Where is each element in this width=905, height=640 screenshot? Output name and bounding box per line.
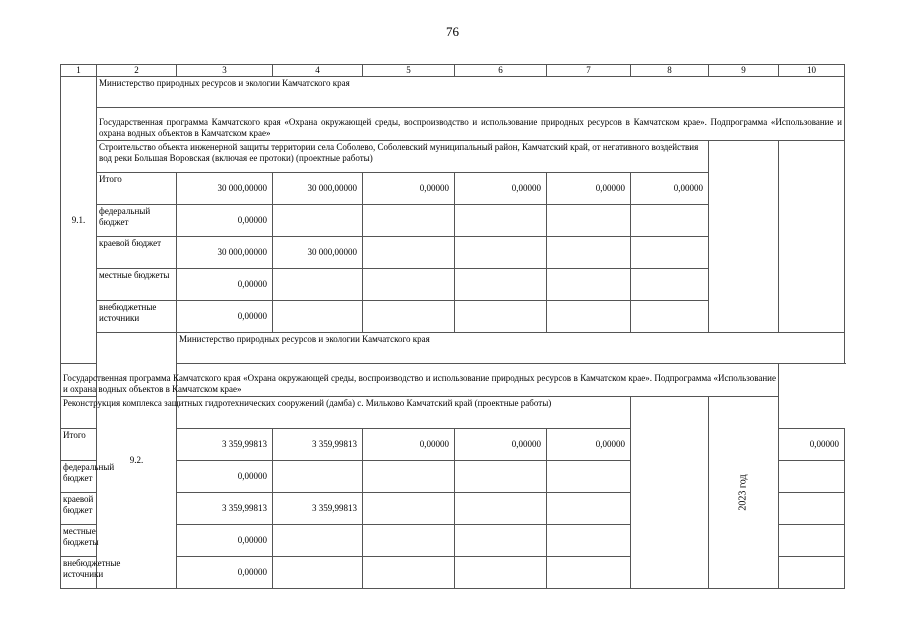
amount-cell	[455, 269, 547, 301]
amount-cell	[363, 301, 455, 333]
amount-cell	[547, 237, 631, 269]
financing-source-label: внебюджетные источники	[97, 301, 177, 333]
amount-cell	[273, 269, 363, 301]
amount-cell: 0,00000	[363, 173, 455, 205]
amount-cell	[455, 493, 547, 525]
amount-cell: 0,00000	[547, 173, 631, 205]
amount-cell	[779, 493, 845, 525]
amount-cell: 0,00000	[177, 461, 273, 493]
amount-cell	[363, 461, 455, 493]
amount-cell: 0,00000	[177, 557, 273, 589]
amount-cell	[455, 301, 547, 333]
amount-cell	[631, 237, 709, 269]
amount-cell	[455, 525, 547, 557]
amount-cell	[363, 525, 455, 557]
page-number: 76	[446, 24, 459, 39]
amount-cell	[363, 557, 455, 589]
organization-row	[61, 77, 845, 108]
amount-cell: 0,00000	[177, 205, 273, 237]
year-cell	[709, 397, 779, 589]
organization-name: Министерство природных ресурсов и экологии Камчатского края	[97, 77, 845, 108]
amount-cell: 0,00000	[177, 301, 273, 333]
column-9-cell	[709, 141, 779, 333]
amount-cell: 3 359,99813	[273, 493, 363, 525]
column-number: 4	[273, 65, 363, 77]
column-number: 10	[779, 65, 845, 77]
financing-source-label: местные бюджеты	[97, 269, 177, 301]
program-name: Государственная программа Камчатского края «Охрана окружающей среды, воспроизводство и использование природных ресурсов в Камчатском крае». Подпрограмма «Использование и охрана водных объектов в Камчатском крае»	[97, 108, 845, 141]
amount-cell	[631, 301, 709, 333]
amount-cell: 0,00000	[455, 429, 547, 461]
object-row	[61, 141, 845, 173]
column-number: 2	[97, 65, 177, 77]
amount-cell	[363, 205, 455, 237]
amount-cell: 0,00000	[547, 429, 631, 461]
amount-cell: 30 000,00000	[273, 173, 363, 205]
column-number: 6	[455, 65, 547, 77]
amount-cell	[273, 301, 363, 333]
amount-cell	[547, 205, 631, 237]
amount-cell: 3 359,99813	[273, 429, 363, 461]
financing-source-label: Итого	[97, 173, 177, 205]
amount-cell: 30 000,00000	[273, 237, 363, 269]
amount-cell	[363, 493, 455, 525]
amount-cell: 0,00000	[779, 429, 845, 461]
financing-source-label: Итого	[61, 429, 97, 461]
amount-cell	[363, 237, 455, 269]
program-row	[61, 108, 845, 141]
financing-source-label: краевой бюджет	[97, 237, 177, 269]
column-number: 3	[177, 65, 273, 77]
object-row	[61, 397, 845, 429]
amount-cell	[273, 557, 363, 589]
amount-cell	[455, 557, 547, 589]
organization-row	[61, 333, 845, 364]
amount-cell	[547, 301, 631, 333]
amount-cell	[455, 237, 547, 269]
amount-cell	[547, 525, 631, 557]
financing-source-label: краевой бюджет	[61, 493, 97, 525]
column-number: 8	[631, 65, 709, 77]
amount-cell: 0,00000	[455, 173, 547, 205]
amount-cell	[631, 269, 709, 301]
column-number: 1	[61, 65, 97, 77]
amount-cell	[779, 525, 845, 557]
object-name: Реконструкция комплекса защитных гидротехнических сооружений (дамба) с. Мильково Камчатский край (проектные работы)	[61, 397, 631, 429]
amount-cell	[547, 461, 631, 493]
amount-cell	[363, 269, 455, 301]
amount-cell	[547, 269, 631, 301]
column-number-row	[61, 65, 845, 77]
column-number: 5	[363, 65, 455, 77]
amount-cell	[547, 557, 631, 589]
organization-name: Министерство природных ресурсов и экологии Камчатского края	[177, 333, 845, 364]
amount-cell	[779, 557, 845, 589]
section-index: 9.1.	[61, 77, 97, 364]
amount-cell: 30 000,00000	[177, 237, 273, 269]
year-cell	[779, 141, 845, 333]
year-label: 2023 год	[738, 474, 749, 511]
amount-cell	[779, 461, 845, 493]
column-number: 9	[709, 65, 779, 77]
amount-cell	[273, 205, 363, 237]
amount-cell	[547, 493, 631, 525]
amount-cell: 0,00000	[363, 429, 455, 461]
amount-cell: 3 359,99813	[177, 429, 273, 461]
column-number: 7	[547, 65, 631, 77]
amount-cell: 0,00000	[177, 525, 273, 557]
amount-cell	[273, 461, 363, 493]
financing-source-label: федеральный бюджет	[61, 461, 97, 493]
amount-cell	[455, 461, 547, 493]
amount-cell	[273, 525, 363, 557]
amount-cell: 30 000,00000	[177, 173, 273, 205]
column-9-cell	[631, 397, 709, 589]
financing-source-label: местные бюджеты	[61, 525, 97, 557]
financing-source-label: внебюджетные источники	[61, 557, 97, 589]
financing-source-label: федеральный бюджет	[97, 205, 177, 237]
amount-cell: 0,00000	[631, 173, 709, 205]
amount-cell: 3 359,99813	[177, 493, 273, 525]
amount-cell	[455, 205, 547, 237]
budget-table	[60, 64, 845, 589]
program-row	[61, 364, 845, 397]
amount-cell	[631, 205, 709, 237]
object-name: Строительство объекта инженерной защиты территории села Соболево, Соболевский муниципальный район, Камчатский край, от негативного воздействия вод реки Большая Воровская (включая ее протоки) (проектные работы)	[97, 141, 709, 173]
section-index: 9.2.	[97, 333, 177, 589]
program-name: Государственная программа Камчатского края «Охрана окружающей среды, воспроизводство и использование природных ресурсов в Камчатском крае». Подпрограмма «Использование и охрана водных объектов в Камчатском крае»	[61, 364, 779, 397]
amount-cell: 0,00000	[177, 269, 273, 301]
